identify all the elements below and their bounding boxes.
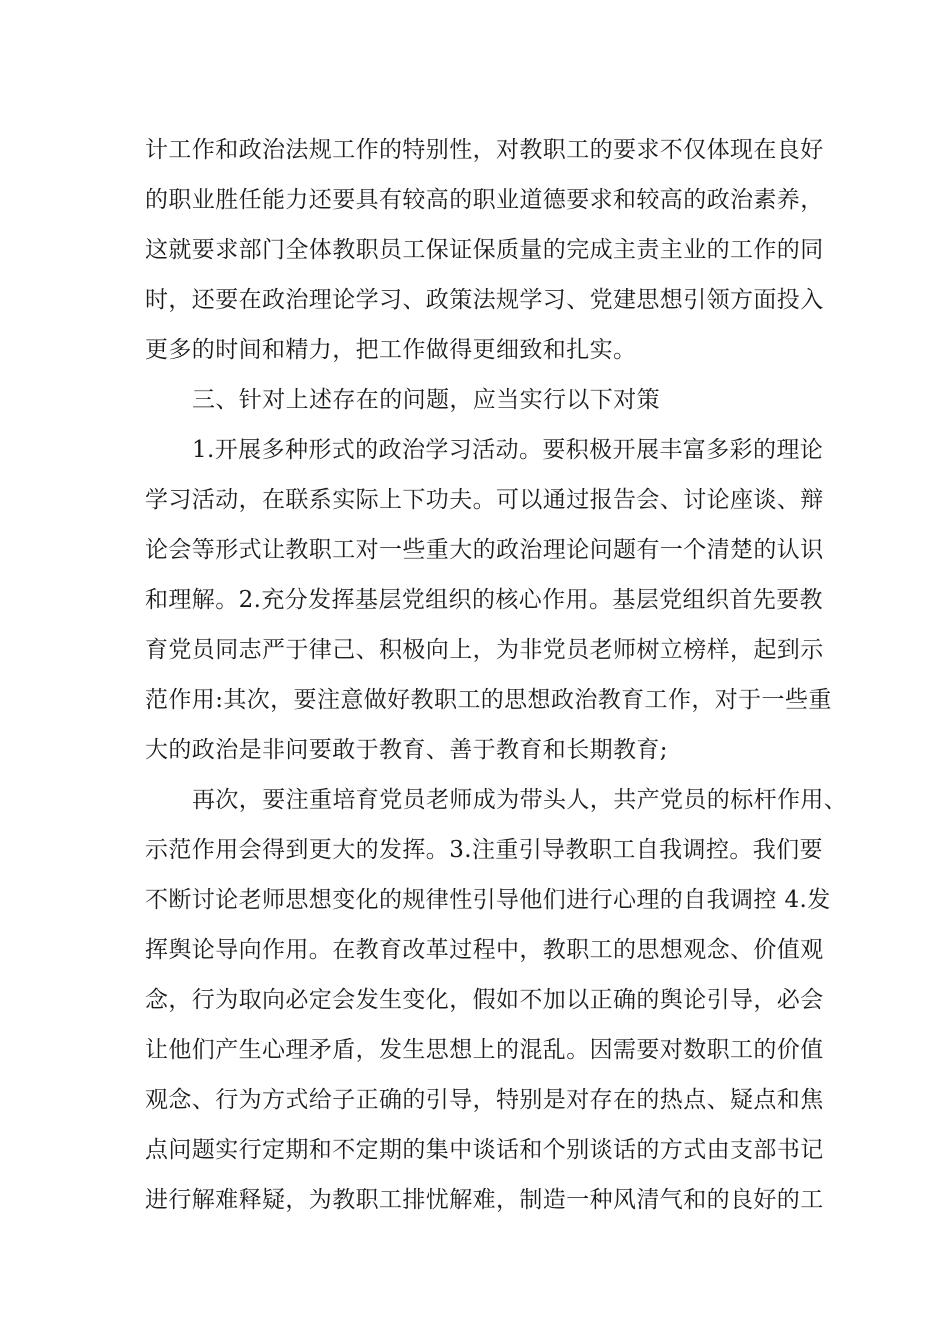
text-line: 计工作和政治法规工作的特别性，对教职工的要求不仅体现在良好: [145, 137, 824, 163]
text-line: 让他们产生心理矛盾，发生思想上的混乱。因需要对数职工的价值: [145, 1037, 824, 1063]
text-line: 挥舆论导向作用。在教育改革过程中，教职工的思想观念、价值观: [145, 937, 824, 963]
text-line: 1.开展多种形式的政治学习活动。要积极开展丰富多彩的理论: [192, 437, 824, 463]
text-line: 范作用:其次，要注意做好教职工的思想政治教育工作，对于一些重: [145, 687, 832, 713]
text-line: 育党员同志严于律己、积极向上，为非党员老师树立榜样，起到示: [145, 637, 824, 663]
text-line: 更多的时间和精力，把工作做得更细致和扎实。: [145, 337, 637, 363]
text-line: 示范作用会得到更大的发挥。3.注重引导教职工自我调控。我们要: [145, 837, 823, 863]
section-heading: 三、针对上述存在的问题，应当实行以下对策: [192, 387, 660, 413]
text-line: 和理解。2.充分发挥基层党组织的核心作用。基层党组织首先要教: [145, 587, 823, 613]
text-line: 观念、行为方式给子正确的引导，特别是对存在的热点、疑点和焦: [145, 1087, 824, 1113]
text-line: 学习活动，在联系实际上下功夫。可以通过报告会、讨论座谈、辩: [145, 487, 824, 513]
text-line: 大的政治是非问要敢于教育、善于教育和长期教育;: [145, 737, 668, 763]
text-line: 的职业胜任能力还要具有较高的职业道德要求和较高的政治素养，: [145, 187, 824, 213]
text-line: 进行解难释疑，为教职工排忧解难，制造一种风清气和的良好的工: [145, 1187, 824, 1213]
text-line: 再次，要注重培育党员老师成为带头人，共产党员的标杆作用、: [192, 787, 848, 813]
text-line: 点问题实行定期和不定期的集中谈话和个别谈话的方式由支部书记: [145, 1137, 824, 1163]
text-line: 论会等形式让教职工对一些重大的政治理论问题有一个清楚的认识: [145, 537, 824, 563]
text-line: 这就要求部门全体教职员工保证保质量的完成主责主业的工作的同: [145, 237, 824, 263]
text-line: 时，还要在政治理论学习、政策法规学习、党建思想引领方面投入: [145, 287, 824, 313]
text-line: 念，行为取向必定会发生变化，假如不加以正确的舆论引导，必会: [145, 987, 824, 1013]
text-line: 不断讨论老师思想变化的规律性引导他们进行心理的自我调控 4.发: [145, 887, 831, 913]
